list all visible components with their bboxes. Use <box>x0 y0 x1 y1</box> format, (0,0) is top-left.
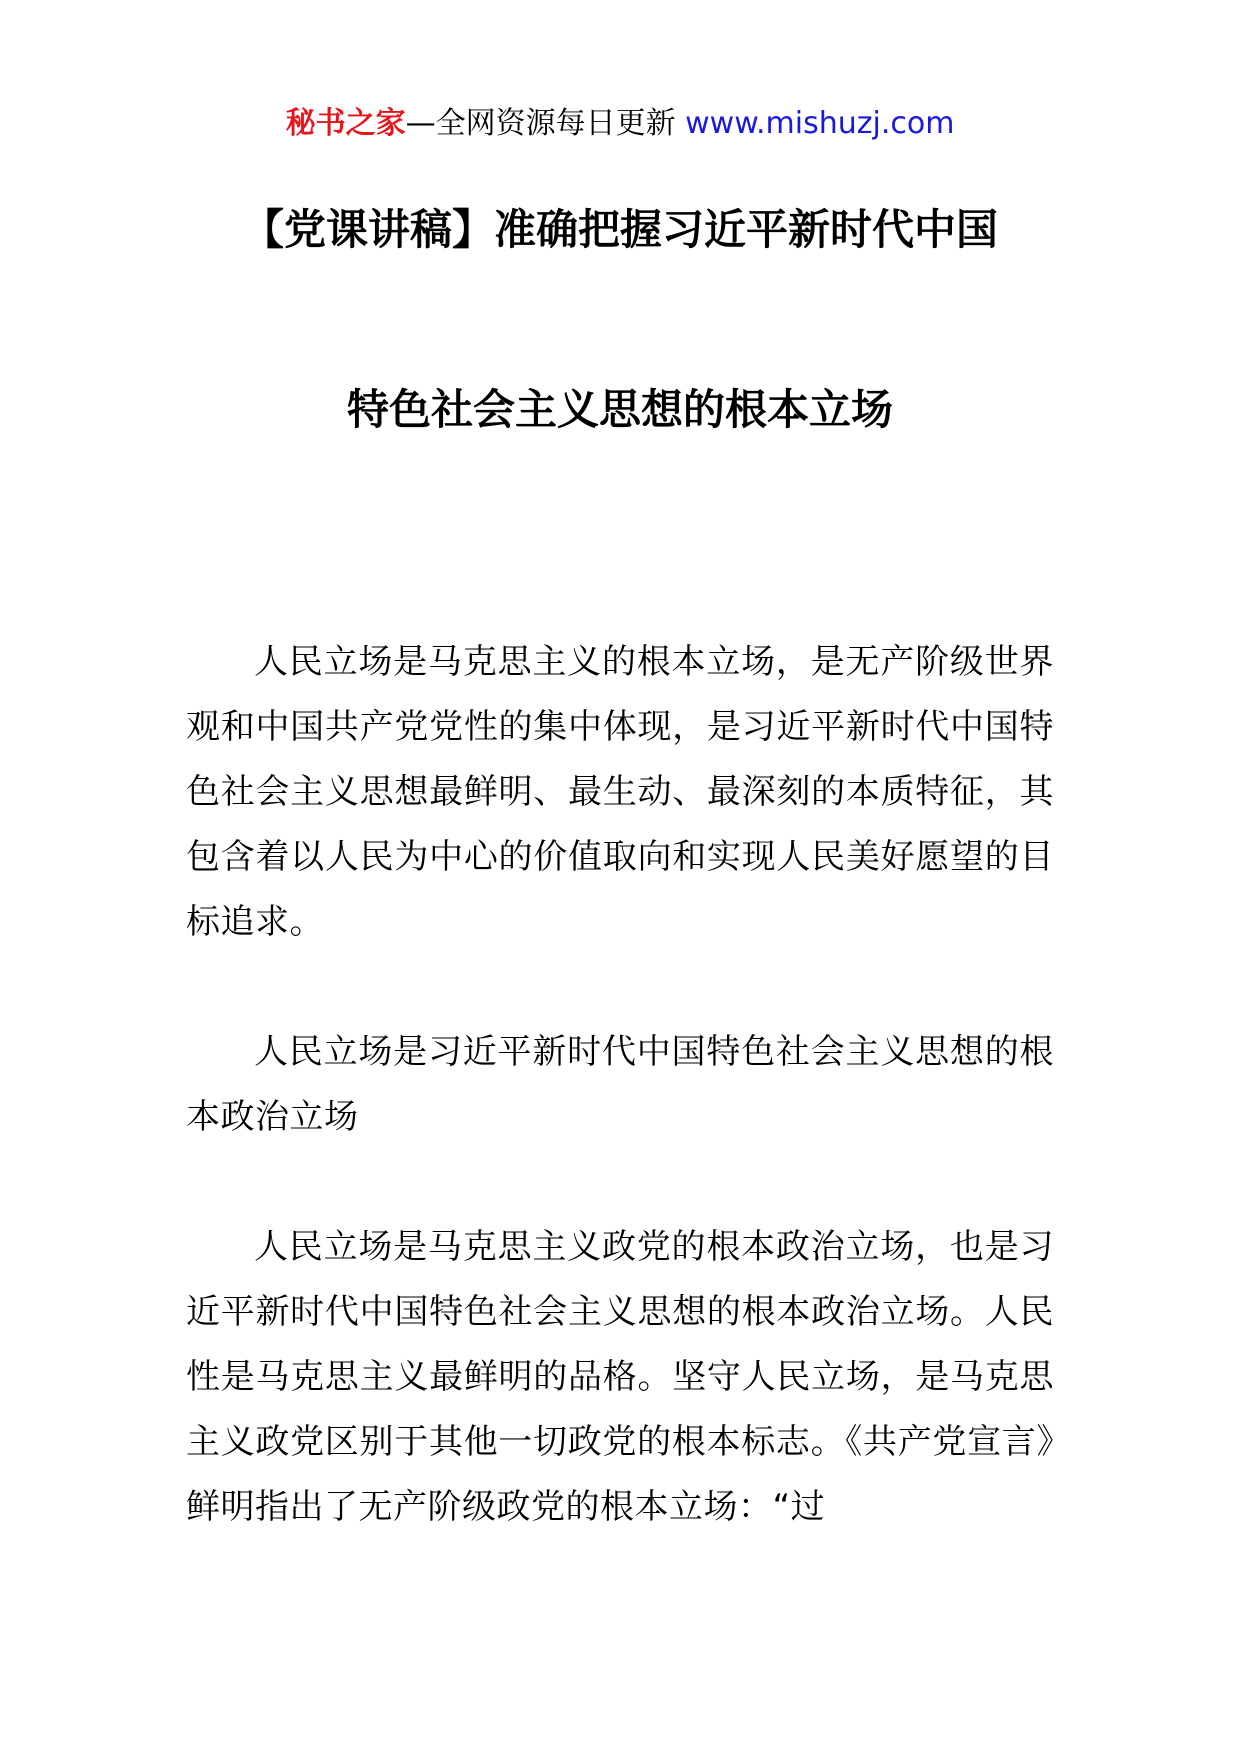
paragraph-intro: 人民立场是马克思主义的根本立场，是无产阶级世界观和中国共产党党性的集中体现，是习近平新时代中国特色社会主义思想最鲜明、最生动、最深刻的本质特征，其包含着以人民为中心的价值取向和实现人民美好愿望的目标追求。 <box>186 642 1054 942</box>
paragraph-body: 人民立场是马克思主义政党的根本政治立场，也是习近平新时代中国特色社会主义思想的根本政治立场。人民性是马克思主义最鲜明的品格。坚守人民立场，是马克思主义政党区别于其他一切政党的根本标志。《共产党宣言》鲜明指出了无产阶级政党的根本立场：“过 <box>186 1227 1054 1527</box>
site-header <box>0 100 1240 148</box>
paragraph-section-heading: 人民立场是习近平新时代中国特色社会主义思想的根本政治立场 <box>186 1032 1054 1137</box>
brand-name: 秘书之家 <box>285 106 406 141</box>
site-url: www.mishuzj.com <box>685 106 955 141</box>
document-title-line-1: 【党课讲稿】准确把握习近平新时代中国 <box>241 205 998 254</box>
document-title-line-2: 特色社会主义思想的根本立场 <box>346 385 893 434</box>
site-tagline: —全网资源每日更新 <box>405 106 676 141</box>
